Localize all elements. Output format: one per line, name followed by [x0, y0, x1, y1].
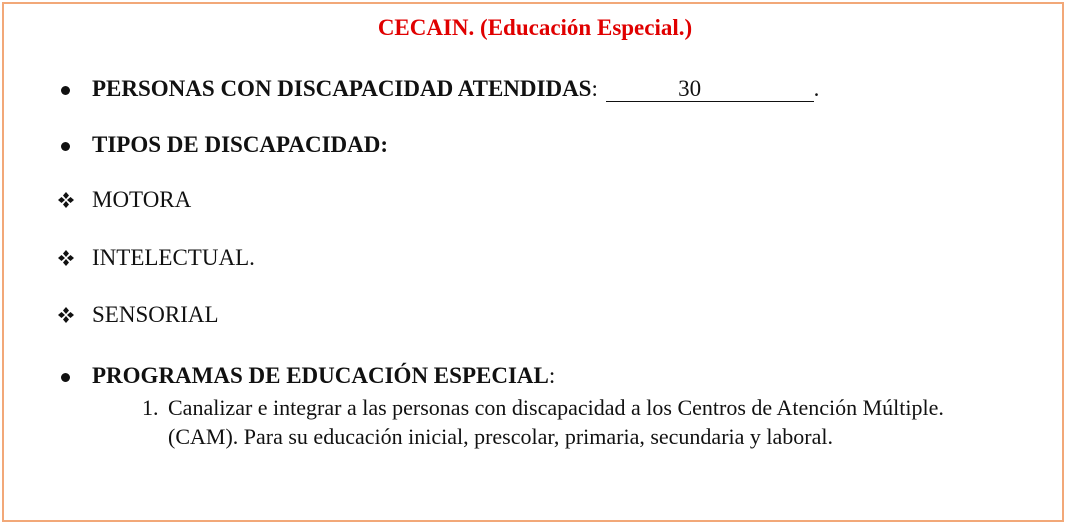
- program-item-number: 1.: [142, 395, 159, 420]
- type-item-motora: MOTORA: [92, 187, 192, 212]
- four-diamond-icon: [57, 249, 75, 267]
- program-item-line-1: Canalizar e integrar a las personas con discapacidad a los Centros de Atención Múltiple.: [168, 395, 944, 420]
- section-colon: :: [548, 363, 556, 388]
- type-item-sensorial: SENSORIAL: [92, 302, 219, 327]
- section-personas-atendidas: [92, 75, 819, 103]
- line-end-period: .: [813, 76, 820, 101]
- document-title: CECAIN. (Educación Especial.): [377, 15, 693, 40]
- section-label: PERSONAS CON DISCAPACIDAD ATENDIDAS: [92, 76, 592, 101]
- bullet-dot-icon: [61, 86, 70, 95]
- count-blank: [606, 77, 814, 102]
- section-programas: [92, 362, 555, 390]
- bullet-dot-icon: [61, 373, 70, 382]
- section-colon: :: [591, 76, 598, 101]
- document-page: [2, 2, 1064, 522]
- type-item-intelectual: INTELECTUAL.: [92, 245, 255, 270]
- four-diamond-icon: [57, 306, 75, 324]
- four-diamond-icon: [57, 191, 75, 209]
- bullet-dot-icon: [61, 142, 70, 151]
- section-tipos-discapacidad: TIPOS DE DISCAPACIDAD:: [92, 132, 389, 157]
- program-item-line-2: (CAM). Para su educación inicial, prescolar, primaria, secundaria y laboral.: [168, 424, 833, 449]
- count-value: 30: [678, 76, 702, 101]
- section-label: PROGRAMAS DE EDUCACIÓN ESPECIAL: [92, 363, 549, 388]
